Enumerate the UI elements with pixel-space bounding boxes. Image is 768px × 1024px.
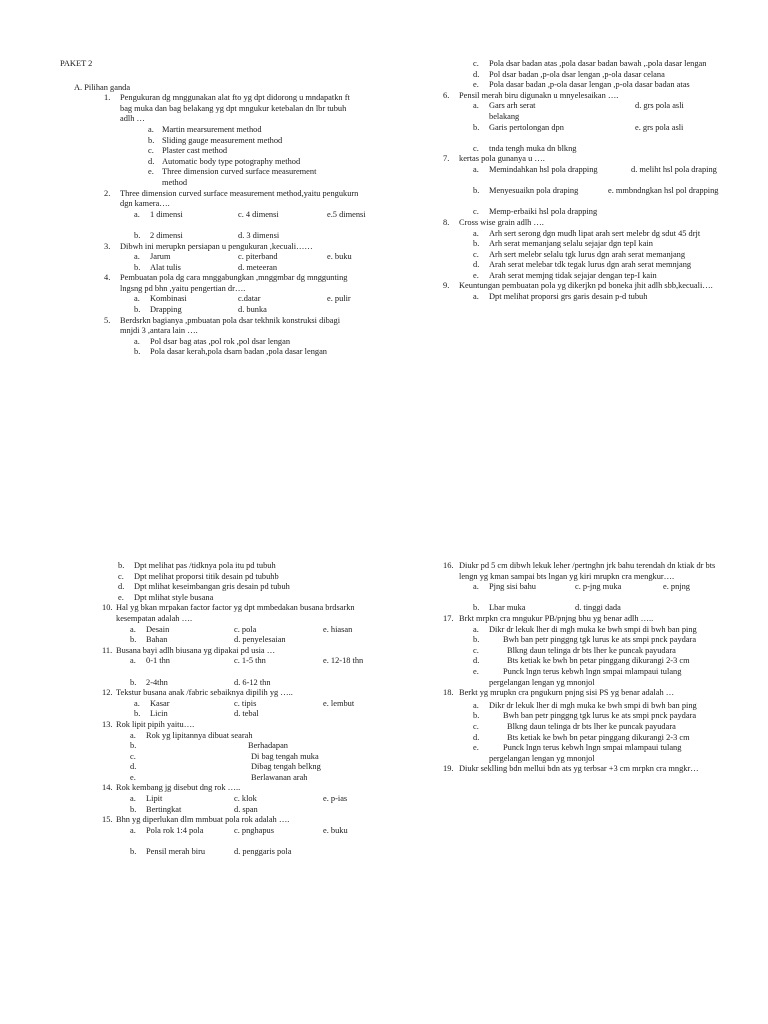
- option-a[interactable]: Gars arh serat belakang: [489, 101, 536, 121]
- question-text: Cross wise grain adlh ….: [459, 217, 544, 227]
- option-e[interactable]: e. grs pola asli: [635, 122, 684, 132]
- option-b-label[interactable]: b.: [130, 635, 137, 645]
- option-b-label[interactable]: b.: [130, 847, 137, 857]
- option-d[interactable]: d. Bts ketiak ke bwh bn petar pinggang dikurangi 2-3 cm: [473, 656, 690, 666]
- question-text: Pembuatan pola dg cara mnggabungkan ,mnggmbar dg mnggunting lngsng pd bhn ,yaitu pengertian dr….: [120, 273, 348, 293]
- option-b[interactable]: b. Arh serat memanjang selalu sejajar dgn tepI kain: [473, 239, 653, 249]
- option-c[interactable]: c. p-jng muka: [575, 582, 622, 592]
- question-17: 17. Brkt mrpkn cra mngukur PB/pnjng bhu yg benar adlh ….. a. Dikr dr lekuk lher di mgh muka ke bwh smpi di bwh ban ping b. Bwh ban petr pinggng tgk lurus ke ats smpi pnck paydara c. Blkng daun telinga dr bts lher ke puncak payudara d. Bts ketiak ke bwh bn petar pinggang dikurangi 2-3 cm e. Punck lngn terus kebwh lngn smpai mlampaui tulang pergelangan lengan yg mnonjol: [443, 614, 729, 688]
- option-b-label[interactable]: b.: [473, 122, 480, 132]
- option-c[interactable]: c. tipis: [234, 698, 257, 708]
- question-18: 18. Berkt yg mrupkn cra pngukurn pnjng sisi PS yg benar adalah … a. Dikr dr lekuk lher di mgh muka ke bwh smpi di bwh ban ping b. Bwh ban petr pinggng tgk lurus ke ats smpi pnck paydara c. Blkng daun telinga dr bts lher ke puncak payudara d. Bts ketiak ke bwh bn petar pinggang dikurangi 2-3 cm e. Punck lngn terus kebwh lngn smpai mlampaui tulang pergelangan lengan yg mnonjol: [443, 688, 729, 764]
- option-a-label[interactable]: a.: [130, 624, 136, 634]
- question-10: 10. Hal yg bkan mrpakan factor factor yg dpt mmbedakan busana brdsarkn kesempatan adalah …. a. Desain c. pola e. hiasan b. Bahan d. penyelesaian: [102, 603, 364, 645]
- option-d[interactable]: d. 3 dimensi: [238, 230, 280, 240]
- top-right-column: [443, 59, 733, 303]
- option-e[interactable]: e. Arah serat memjng tidak sejajar dengan tep-I kain: [473, 270, 657, 280]
- option-e[interactable]: e. Punck lngn terus kebwh lngn smpai mlampaui tulang pergelangan lengan yg mnonjol: [473, 666, 682, 687]
- option-c[interactable]: c. Pola dsar badan atas ,pola dasar badan bawah ,.pola dasar lengan: [473, 59, 707, 68]
- option-c[interactable]: c. klok: [234, 794, 257, 804]
- option-b[interactable]: Lbar muka: [489, 603, 526, 613]
- option-b[interactable]: Alat tulis: [150, 262, 181, 272]
- question-text: Diukr pd 5 cm dibwh lekuk leher /pertnghn jrk bahu terendah dn ktiak dr bts lengn yg kman sampai bts lngan yg kiri mrupkn cra mengkur….: [459, 561, 716, 581]
- option-c[interactable]: c. 1-5 thn: [234, 656, 266, 666]
- option-a[interactable]: Memindahkan hsl pola drapping: [489, 164, 598, 174]
- option-e[interactable]: e. p-ias: [323, 794, 348, 804]
- question-3: 3. Dibwh ini merupkn persiapan u pengukuran ,kecuali…… a. Jarum c. piterband e. buku b. Alat tulis d. meteeran: [104, 242, 360, 274]
- option-b-label[interactable]: b.: [130, 804, 137, 814]
- option-a-label[interactable]: a.: [134, 698, 140, 708]
- option-a-label[interactable]: a.: [130, 656, 136, 666]
- question-number: 1.: [104, 93, 111, 103]
- question-15: 15. Bhn yg diperlukan dlm mmbuat pola rok adalah …. a. Pola rok 1:4 pola c. pnghapus e. buku b. Pensil merah biru d. penggaris pola: [102, 815, 364, 857]
- option-a[interactable]: a. Dikr dr lekuk lher di mgh muka ke bwh smpi di bwh ban ping: [473, 700, 697, 710]
- question-text: Keuntungan pembuatan pola yg dikerjkn pd boneka jhit adlh sbb,kecuali….: [459, 281, 713, 291]
- option-a-label[interactable]: a.: [134, 209, 140, 219]
- question-9: 9. Keuntungan pembuatan pola yg dikerjkn pd boneka jhit adlh sbb,kecuali…. a. Dpt melihat proporsi grs garis desain p-d tubuh: [443, 281, 729, 302]
- option-e[interactable]: e. lembut: [323, 698, 355, 708]
- question-text: Berdsrkn bagianya ,pmbuatan pola dsar tekhnik konstruksi dibagi mnjdi 3 ,antara lain ….: [120, 315, 341, 336]
- question-text: Bhn yg diperlukan dlm mmbuat pola rok adalah ….: [116, 815, 290, 825]
- question-text: Diukr seklling bdn mellui bdn ats yg terbsar +3 cm mrpkn cra mngkr…: [459, 764, 699, 774]
- option-e[interactable]: e. pnjng: [663, 582, 690, 592]
- option-c[interactable]: c. piterband: [238, 252, 278, 262]
- option-e[interactable]: e. hiasan: [323, 624, 353, 634]
- section-title: A. Pilihan ganda: [74, 82, 131, 92]
- option-b[interactable]: Menyesuaikn pola draping: [489, 186, 579, 196]
- question-5: 5. Berdsrkn bagianya ,pmbuatan pola dsar tekhnik konstruksi dibagi mnjdi 3 ,antara lain …. a. Pol dsar bag atas ,pol rok ,pol dsar lengan b. Pola dasar kerah,pola dsarn badan ,pola dasar lengan: [104, 316, 360, 358]
- option-b[interactable]: b. Sliding gauge measurement method: [148, 135, 283, 145]
- option-d[interactable]: d. Automatic body type potography method: [148, 156, 301, 166]
- question-1: [104, 93, 360, 188]
- option-c[interactable]: c. Blkng daun telinga dr bts lher ke puncak payudara: [473, 645, 676, 655]
- option-b[interactable]: Pensil merah biru: [146, 847, 206, 857]
- question-7: 7. kertas pola gunanya u …. a. Memindahkan hsl pola drapping d. meliht hsl pola draping b. Menyesuaikn pola draping e. mmbndngkan hsl pol drapping c. Memp-erbaiki hsl pola drapping: [443, 154, 733, 218]
- option-c[interactable]: c.datar: [238, 294, 261, 304]
- option-b[interactable]: b. Pola dasar kerah,pola dsarn badan ,pola dasar lengan: [134, 347, 327, 357]
- option-e[interactable]: e. mmbndngkan hsl pol drapping: [608, 186, 719, 196]
- option-d[interactable]: d. Pol dsar badan ,p-ola dsar lengan ,p-ola dasar celana: [473, 69, 665, 79]
- option-a-label[interactable]: a.: [134, 294, 140, 304]
- option-d[interactable]: d. span: [234, 804, 258, 814]
- question-4: 4. Pembuatan pola dg cara mnggabungkan ,mnggmbar dg mnggunting lngsng pd bhn ,yaitu pengertian dr…. a. Kombinasi c.datar e. pulir b. Drapping d. bunka: [104, 273, 360, 315]
- option-c[interactable]: c. pola: [234, 624, 257, 634]
- question-text: Tekstur busana anak /fabric sebaiknya dipilih yg …..: [116, 688, 293, 698]
- question-12: 12. Tekstur busana anak /fabric sebaiknya dipilih yg ….. a. Kasar c. tipis e. lembut b. Licin d. tebal: [102, 688, 364, 720]
- option-b-label[interactable]: b.: [473, 603, 480, 613]
- option-a[interactable]: Pjng sisi bahu: [489, 582, 536, 592]
- option-a-label[interactable]: a.: [473, 582, 479, 592]
- option-b-label[interactable]: b.: [130, 677, 137, 687]
- option-e[interactable]: e. buku: [327, 252, 352, 262]
- option-d[interactable]: d. Bts ketiak ke bwh bn petar pinggang dikurangi 2-3 cm: [473, 732, 690, 742]
- option-a-label[interactable]: a.: [130, 825, 136, 835]
- option-b-label[interactable]: b.: [473, 186, 480, 196]
- option-e[interactable]: e. Pola dasar badan ,p-ola dasar lengan ,p-ola dasar badan atas: [473, 80, 690, 90]
- option-e[interactable]: Berlawanan arah: [251, 772, 308, 782]
- option-c[interactable]: Di bag tengah muka: [251, 751, 319, 761]
- option-d[interactable]: d. 6-12 thn: [234, 677, 271, 687]
- option-d[interactable]: Dibag tengah belkng: [251, 762, 321, 772]
- option-e[interactable]: e. buku: [323, 825, 348, 835]
- option-b[interactable]: Berhadapan: [248, 741, 288, 751]
- option-a[interactable]: a. Arh sert serong dgn mudh lipat arah sert melebr dg sdut 45 drjt: [473, 228, 701, 238]
- option-e[interactable]: e. Three dimension curved surface measurement method: [148, 167, 317, 187]
- option-d[interactable]: d. meteeran: [238, 262, 278, 272]
- option-a[interactable]: 1 dimensi: [150, 209, 183, 219]
- option-b[interactable]: b. Bwh ban petr pinggng tgk lurus ke ats smpi pnck paydara: [473, 711, 697, 721]
- option-d[interactable]: d. tinggi dada: [575, 603, 621, 613]
- option-b[interactable]: Garis pertolongan dpn: [489, 122, 564, 132]
- question-text: Dibwh ini merupkn persiapan u pengukuran ,kecuali……: [120, 241, 313, 251]
- option-a[interactable]: Kasar: [150, 698, 170, 708]
- option-a[interactable]: Kombinasi: [150, 294, 187, 304]
- option-a[interactable]: a. Dpt melihat proporsi grs garis desain p-d tubuh: [473, 292, 648, 302]
- option-b-label[interactable]: b.: [134, 709, 141, 719]
- option-c[interactable]: c. pnghapus: [234, 825, 275, 835]
- option-c[interactable]: c. Blkng daun telinga dr bts lher ke puncak payudara: [473, 721, 676, 731]
- option-a-label[interactable]: a.: [134, 252, 140, 262]
- option-a[interactable]: 0-1 thn: [146, 656, 170, 666]
- paket-title: PAKET 2: [60, 59, 93, 68]
- option-b-label[interactable]: b.: [134, 262, 141, 272]
- bottom-right-column: [443, 561, 733, 775]
- question-16: 16. Diukr pd 5 cm dibwh lekuk leher /pertnghn jrk bahu terendah dn ktiak dr bts lengn yg kman sampai bts lngan yg kiri mrupkn cra mengkur…. a. Pjng sisi bahu c. p-jng muka e. pnjng b. Lbar muka d. tinggi dada: [443, 561, 729, 614]
- question-8: 8. Cross wise grain adlh …. a. Arh sert serong dgn mudh lipat arah sert melebr dg sdut 45 drjt b. Arh serat memanjang selalu sejajar dgn tepI kain c. Arh sert melebr selalu tgk lurus dgn arah serat memanjang d. Arah serat melebar tdk tegak lurus dgn arah serat memnjang e. Arah serat memjng tidak sejajar dengan tep-I kain: [443, 218, 733, 282]
- option-d[interactable]: d. grs pola asli: [635, 101, 684, 111]
- option-c-label[interactable]: c.: [473, 207, 479, 217]
- option-e[interactable]: e. Dpt mlihat style busana: [118, 592, 214, 602]
- question-19: 19. Diukr seklling bdn mellui bdn ats yg terbsar +3 cm mrpkn cra mngkr…: [443, 764, 729, 775]
- option-b[interactable]: 2 dimensi: [150, 230, 183, 240]
- option-b[interactable]: Bahan: [146, 635, 168, 645]
- option-b-label[interactable]: b.: [134, 305, 141, 315]
- option-d[interactable]: d. penggaris pola: [234, 847, 292, 857]
- top-left-column: [60, 59, 366, 358]
- option-a-label[interactable]: a.: [130, 794, 136, 804]
- option-c-label[interactable]: c.: [473, 143, 479, 153]
- option-e[interactable]: e. pulir: [327, 294, 351, 304]
- option-b-label[interactable]: b.: [134, 230, 141, 240]
- question-text: Busana bayi adlh biusana yg dipakai pd usia …: [116, 645, 276, 655]
- option-b[interactable]: Licin: [150, 709, 168, 719]
- option-a[interactable]: a. Martin mearsurement method: [148, 124, 262, 134]
- option-a[interactable]: Desain: [146, 624, 170, 634]
- question-text: Pensil merah biru digunakn u mnyelesaikan ….: [459, 90, 619, 100]
- question-13: 13. Rok lipit pipih yaitu…. a. Rok yg lipitannya dibuat searah b. Berhadapan c. Di bag tengah muka d. Dibag tengah belkng e. Berlawanan arah: [102, 720, 364, 784]
- option-d[interactable]: d. meliht hsl pola draping: [631, 164, 717, 174]
- question-14: 14. Rok kembang jg disebut dng rok ….. a. Lipit c. klok e. p-ias b. Bertingkat d. span: [102, 783, 364, 815]
- option-e[interactable]: e. Punck lngn terus kebwh lngn smpai mlampaui tulang pergelangan lengan yg mnonjol: [473, 743, 682, 763]
- option-c[interactable]: c. Plaster cast method: [148, 146, 228, 156]
- option-c[interactable]: Memp-erbaiki hsl pola drapping: [489, 207, 598, 217]
- option-e[interactable]: e.5 dimensi: [327, 209, 366, 219]
- option-a-label[interactable]: a.: [130, 730, 136, 740]
- option-b[interactable]: 2-4thn: [146, 677, 168, 687]
- question-text: kertas pola gunanya u ….: [459, 154, 545, 164]
- option-b-label[interactable]: b.: [130, 741, 137, 751]
- option-e[interactable]: e. 12-18 thn: [323, 656, 364, 666]
- option-b[interactable]: Drapping: [150, 305, 182, 315]
- option-d[interactable]: d. tebal: [234, 709, 259, 719]
- question-text: Brkt mrpkn cra mngukur PB/pnjng bhu yg benar adlh …..: [459, 613, 654, 623]
- option-e-label[interactable]: e.: [130, 772, 136, 782]
- option-c[interactable]: c. Dpt melihat proporsi titik desain pd tubuhb: [118, 571, 279, 581]
- option-a[interactable]: Pola rok 1:4 pola: [146, 825, 204, 835]
- option-a-label[interactable]: a.: [473, 164, 479, 174]
- question-text: Berkt yg mrupkn cra pngukurn pnjng sisi PS yg benar adalah …: [459, 688, 675, 698]
- option-a-label[interactable]: a.: [473, 101, 479, 111]
- option-d[interactable]: d. Dpt mlihat keseimbangan gris desain pd tubuh: [118, 582, 290, 592]
- option-c[interactable]: c. 4 dimensi: [238, 209, 279, 219]
- bottom-left-column: [104, 561, 364, 858]
- option-d[interactable]: d. Arah serat melebar tdk tegak lurus dgn arah serat memnjang: [473, 260, 692, 270]
- question-text: Three dimension curved surface measurement method,yaitu pengukurn dgn kamera….: [120, 188, 359, 209]
- option-a[interactable]: Jarum: [150, 252, 171, 262]
- question-text: Rok kembang jg disebut dng rok …..: [116, 783, 241, 793]
- question-6: 6. Pensil merah biru digunakn u mnyelesaikan …. a. Gars arh serat belakang d. grs pola asli b. Garis pertolongan dpn e. grs pola asli c. tnda tengh muka dn blkng: [443, 91, 733, 155]
- question-2: 2. Three dimension curved surface measurement method,yaitu pengukurn dgn kamera…. a. 1 dimensi c. 4 dimensi e.5 dimensi b. 2 dimensi d. 3 dimensi: [104, 188, 366, 240]
- option-a[interactable]: a. Dikr dr lekuk lher di mgh muka ke bwh smpi di bwh ban ping: [473, 624, 697, 634]
- question-11: 11. Busana bayi adlh biusana yg dipakai pd usia … a. 0-1 thn c. 1-5 thn e. 12-18 thn b. 2-4thn d. 6-12 thn: [102, 645, 364, 687]
- option-c-label[interactable]: c.: [130, 751, 136, 761]
- option-a[interactable]: Lipit: [146, 794, 163, 804]
- option-b[interactable]: Bertingkat: [146, 804, 182, 814]
- option-d[interactable]: d. bunka: [238, 305, 267, 315]
- option-d-label[interactable]: d.: [130, 762, 137, 772]
- option-b[interactable]: b. Dpt melihat pas /tidknya pola itu pd tubuh: [118, 561, 276, 570]
- option-a[interactable]: Rok yg lipitannya dibuat searah: [146, 730, 253, 740]
- question-text: Rok lipit pipih yaitu….: [116, 719, 195, 729]
- question-text: Hal yg bkan mrpakan factor factor yg dpt mmbedakan busana brdsarkn kesempatan adalah ….: [116, 603, 355, 623]
- option-c[interactable]: c. Arh sert melebr selalu tgk lurus dgn arah serat memanjang: [473, 249, 686, 259]
- question-text: Pengukuran dg mnggunakan alat fto yg dpt didorong u mndapatkn ft bag muka dan bag belakang yg dpt mngukur ketebalan dn lbr tubuh adlh …: [120, 93, 350, 124]
- option-a[interactable]: a. Pol dsar bag atas ,pol rok ,pol dsar lengan: [134, 336, 291, 346]
- option-c[interactable]: tnda tengh muka dn blkng: [489, 143, 577, 153]
- option-b[interactable]: b. Bwh ban petr pinggng tgk lurus ke ats smpi pnck paydara: [473, 635, 697, 645]
- option-d[interactable]: d. penyelesaian: [234, 635, 286, 645]
